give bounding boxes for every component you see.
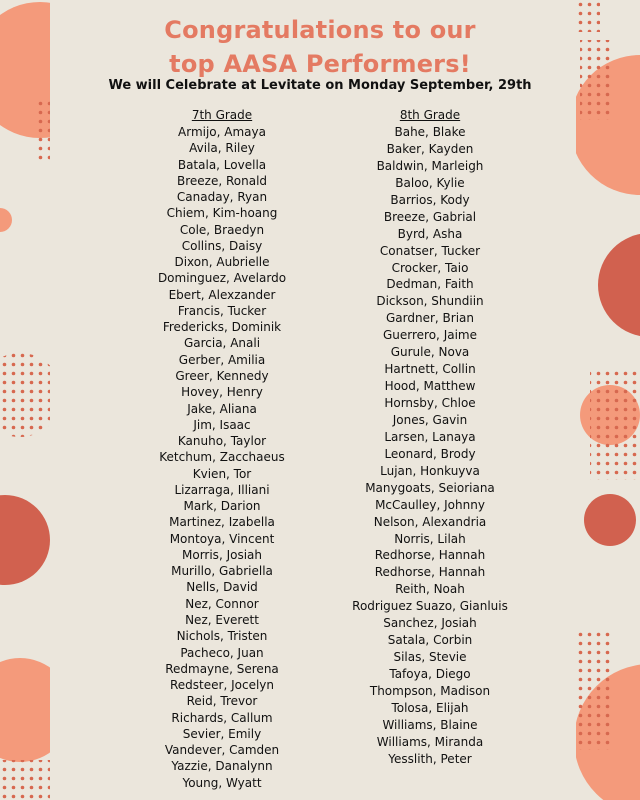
student-name: Manygoats, Seioriana [365,480,495,495]
student-name: Lujan, Honkuyva [380,463,480,478]
title-line-2: top AASA Performers! [169,50,471,78]
student-name: Kanuho, Taylor [177,434,267,449]
grade8-column [330,108,530,768]
deco-half-left-1 [0,208,12,232]
student-name: Dixon, Aubrielle [174,255,270,270]
student-name: Ebert, Alexzander [168,287,276,302]
student-name: Cole, Braedyn [179,222,265,237]
student-name: Barrios, Kody [390,192,470,207]
student-name: Martinez, Izabella [169,515,275,530]
student-name: Leonard, Brody [384,446,476,461]
student-name: Pacheco, Juan [180,645,264,660]
title-line-1: Congratulations to our [164,16,476,44]
student-name: Breeze, Ronald [176,173,268,188]
student-name: Dominguez, Avelardo [157,271,287,286]
grade8-heading: 8th Grade [399,108,461,122]
student-name: Chiem, Kim-hoang [166,206,278,221]
student-name: McCaulley, Johnny [375,497,485,512]
student-name: Thompson, Madison [369,683,491,698]
student-name: Jim, Isaac [193,417,251,432]
student-name: Vandever, Camden [164,743,280,758]
student-name: Mark, Darion [183,499,261,514]
student-name: Conatser, Tucker [379,243,481,258]
student-name: Yesslith, Peter [388,751,472,766]
student-name: Nez, Everett [185,612,259,627]
grade7-name-list [120,124,324,791]
student-name: Collins, Daisy [181,238,263,253]
student-name: Dickson, Shundiin [376,294,484,309]
student-name: Breeze, Gabrial [383,209,477,224]
student-name: Gerber, Amilia [178,352,266,367]
student-name: Williams, Miranda [376,734,484,749]
student-name: Sevier, Emily [182,726,262,741]
student-name: Rodriguez Suazo, Gianluis [352,599,508,614]
student-name: Nez, Connor [185,596,259,611]
student-name: Larsen, Lanaya [384,429,476,444]
student-name: Jake, Aliana [187,401,257,416]
student-name: Hartnett, Collin [384,362,476,377]
student-name: Batala, Lovella [177,157,267,172]
student-name: Garcia, Anali [183,336,261,351]
student-name: Richards, Callum [171,710,273,725]
student-name: Fredericks, Dominik [162,320,282,335]
student-name: Nells, David [186,580,258,595]
student-name: Satala, Corbin [387,633,473,648]
student-name: Baloo, Kylie [395,175,465,190]
student-name: Greer, Kennedy [175,368,269,383]
student-name: Armijo, Amaya [178,125,266,139]
student-name: Hovey, Henry [181,385,263,400]
student-name: Redhorse, Hannah [374,548,486,563]
student-name: Crocker, Taio [391,260,469,275]
student-name: Montoya, Vincent [169,531,275,546]
student-name: Ketchum, Zacchaeus [159,450,285,465]
student-name: Yazzie, Danalynn [171,759,273,774]
grade8-name-list [330,124,530,768]
student-name: Reith, Noah [395,582,465,597]
student-name: Redmayne, Serena [165,661,279,676]
student-name: Young, Wyatt [182,775,262,790]
student-name: Lizarraga, Illiani [174,482,270,497]
student-name: Norris, Lilah [394,531,466,546]
student-name: Avila, Riley [189,141,255,156]
student-name: Bahe, Blake [394,125,466,139]
student-name: Baker, Kayden [386,141,474,156]
event-subtitle: We will Celebrate at Levitate on Monday September, 29th [108,78,532,93]
deco-circle-right-mid [598,233,640,337]
student-name: Redsteer, Jocelyn [170,678,274,693]
student-name: Tolosa, Elijah [391,700,469,715]
student-name: Morris, Josiah [182,547,262,562]
grade7-heading: 7th Grade [191,108,253,122]
student-name: Sanchez, Josiah [383,616,477,631]
student-name: Byrd, Asha [397,226,463,241]
student-name: Guerrero, Jaime [382,328,477,343]
student-name: Nelson, Alexandria [373,514,487,529]
student-name: Kvien, Tor [192,466,252,481]
student-name: Hood, Matthew [384,379,476,394]
deco-dots-bottom-left [0,760,50,800]
student-name: Reid, Trevor [186,694,258,709]
student-name: Williams, Blaine [382,717,478,732]
deco-dots-right-mid [590,370,640,480]
deco-circle-left-lower [0,495,50,585]
student-name: Dedman, Faith [386,277,474,292]
student-name: Francis, Tucker [177,303,267,318]
student-name: Tafoya, Diego [389,667,471,681]
student-name: Murillo, Gabriella [171,564,273,579]
student-name: Redhorse, Hannah [374,565,486,580]
student-name: Gardner, Brian [385,311,474,326]
student-name: Silas, Stevie [393,650,467,665]
student-name: Gurule, Nova [390,345,470,360]
student-name: Nichols, Tristen [176,629,268,644]
deco-dots-bottom-right [572,630,612,750]
student-name: Canaday, Ryan [176,190,268,205]
student-name: Jones, Gavin [392,412,468,427]
deco-circle-right-lower [584,494,636,546]
grade7-column [120,108,324,791]
student-name: Baldwin, Marleigh [376,158,484,173]
student-name: Hornsby, Chloe [384,396,476,410]
